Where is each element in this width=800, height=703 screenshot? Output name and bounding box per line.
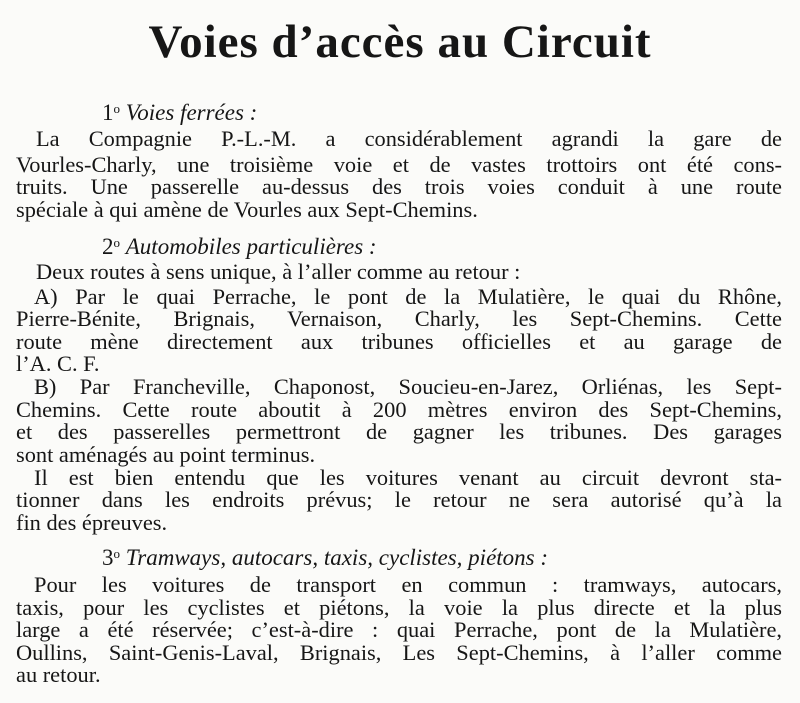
paragraph-line: spéciale à qui amène de Vourles aux Sept-Chemins. (16, 197, 478, 222)
paragraph-line: Pour les voitures de transport en commun : tramways, autocars, (34, 572, 782, 597)
section-number: 2$^o$ (102, 234, 120, 259)
paragraph-line: Chemins. Cette route aboutit à 200 mètres environ des Sept-Chemins, (16, 397, 782, 422)
paragraph-line: Deux routes à sens unique, à l’aller comme au retour : (36, 259, 521, 284)
section-title: Tramways, autocars, taxis, cyclistes, piétons : (125, 545, 549, 570)
section-number: 1$^o$ (102, 100, 120, 125)
paragraph-line: truits. Une passerelle au-dessus des trois voies conduit à une route (16, 174, 782, 199)
section-title: Voies ferrées : (125, 100, 258, 125)
paragraph-line: tionner dans les endroits prévus; le retour ne sera autorisé qu’à la (16, 487, 782, 512)
paragraph-line: A) Par le quai Perrache, le pont de la Mulatière, le quai du Rhône, (34, 284, 782, 309)
section-title: Automobiles particulières : (125, 234, 377, 259)
section-heading-2 (102, 230, 377, 260)
paragraph-line: La Compagnie P.-L.-M. a considérablement agrandi la gare de (36, 126, 782, 151)
paragraph-line: Oullins, Saint-Genis-Laval, Brignais, Les Sept-Chemins, à l’aller comme (16, 640, 782, 665)
paragraph-line: au retour. (16, 662, 101, 687)
paragraph-line: sont aménagés au point terminus. (16, 442, 316, 467)
section-heading-3 (102, 541, 548, 571)
paragraph-line: Vourles-Charly, une troisième voie et de vastes trottoirs ont été cons- (16, 152, 782, 177)
paragraph-line: taxis, pour les cyclistes et piétons, la voie la plus directe et la plus (16, 595, 782, 620)
paragraph-line: B) Par Francheville, Chaponost, Soucieu-en-Jarez, Orliénas, les Sept- (34, 374, 782, 399)
paragraph-line: Pierre-Bénite, Brignais, Vernaison, Charly, les Sept-Chemins. Cette (16, 306, 782, 331)
paragraph-line: route mène directement aux tribunes officielles et au garage de (16, 329, 782, 354)
section-heading-1 (102, 96, 257, 126)
paragraph-line: fin des épreuves. (16, 510, 168, 535)
paragraph-line: et des passerelles permettront de gagner les tribunes. Des garages (16, 419, 782, 444)
paragraph-line: l’A. C. F. (16, 351, 100, 376)
page-title: Voies d’accès au Circuit (148, 16, 652, 68)
paragraph-line: Il est bien entendu que les voitures venant au circuit devront sta- (34, 465, 782, 490)
section-number: 3$^o$ (102, 545, 120, 570)
paragraph-line: large a été réservée; c’est-à-dire : quai Perrache, pont de la Mulatière, (16, 617, 782, 642)
